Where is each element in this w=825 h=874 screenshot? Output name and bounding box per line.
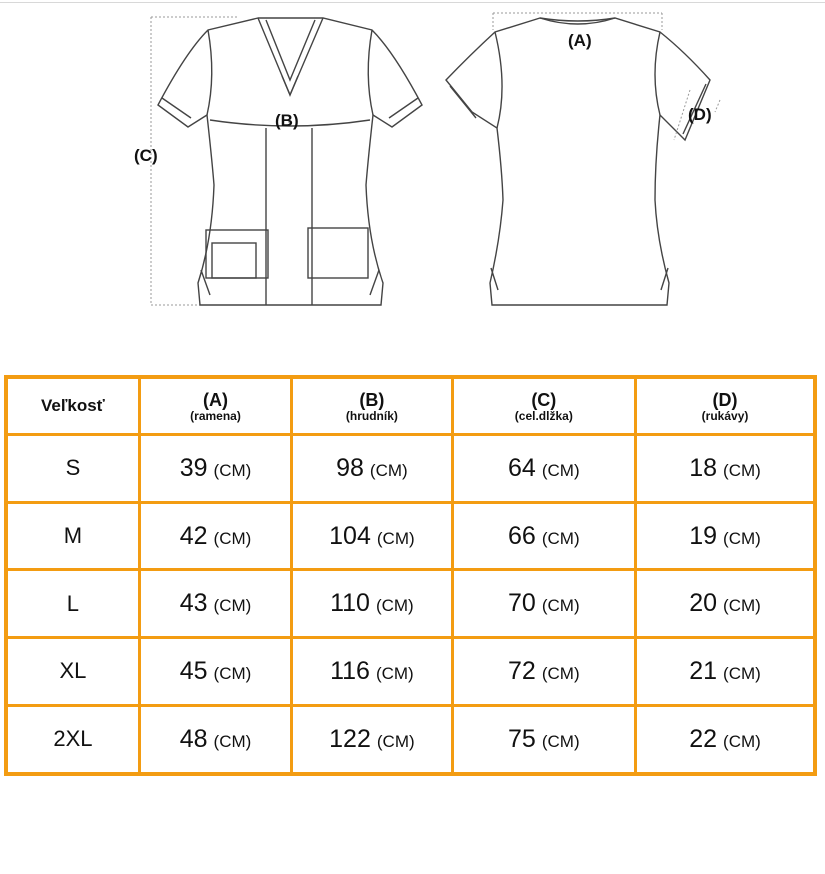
header-letter: (A) (203, 389, 229, 410)
value-cell (292, 638, 452, 706)
table-row (6, 638, 815, 706)
unit: (CM) (213, 528, 252, 548)
measure-label-b: (B) (275, 111, 299, 130)
value-cell (139, 705, 291, 774)
value-cell (292, 502, 452, 570)
value: 22 (689, 724, 718, 753)
value-cell (292, 435, 452, 503)
header-sub: (cel.dlžka) (514, 408, 573, 423)
header-sub: (rukávy) (701, 408, 749, 423)
table-row (6, 705, 815, 774)
value-cell (452, 705, 635, 774)
value: 20 (689, 589, 718, 618)
unit: (CM) (375, 663, 414, 683)
unit: (CM) (213, 460, 252, 480)
value: 116 (330, 656, 370, 685)
value-cell (139, 435, 291, 503)
header-size: Veľkosť (6, 377, 139, 435)
value-cell (139, 638, 291, 706)
unit: (CM) (723, 528, 761, 548)
value: 48 (179, 724, 208, 753)
header-col-c (452, 377, 635, 435)
value-cell (292, 570, 452, 638)
unit: (CM) (723, 663, 761, 683)
value-cell (636, 435, 815, 503)
value: 45 (179, 656, 208, 685)
unit: (CM) (541, 731, 580, 751)
measure-label-a: (A) (568, 31, 592, 50)
value: 21 (689, 656, 718, 685)
measure-label-d: (D) (688, 105, 712, 124)
unit: (CM) (369, 460, 408, 480)
value: 66 (508, 521, 536, 550)
value-cell (292, 705, 452, 774)
header-letter: (B) (359, 389, 385, 410)
value: 64 (508, 453, 536, 482)
value-cell (452, 638, 635, 706)
unit: (CM) (213, 663, 252, 683)
size-cell: L (6, 570, 139, 638)
size-cell: XL (6, 638, 139, 706)
size-cell: M (6, 502, 139, 570)
table-row (6, 435, 815, 503)
unit: (CM) (723, 596, 761, 616)
value: 104 (329, 521, 371, 550)
unit: (CM) (541, 596, 580, 616)
unit: (CM) (723, 460, 761, 480)
value-cell (139, 570, 291, 638)
size-cell: 2XL (6, 705, 139, 774)
value-cell (636, 570, 815, 638)
value-cell (452, 570, 635, 638)
table-row (6, 502, 815, 570)
value: 19 (689, 521, 718, 550)
value-cell (636, 502, 815, 570)
value-cell (139, 502, 291, 570)
value: 70 (508, 589, 536, 618)
unit: (CM) (376, 528, 415, 548)
header-sub: (ramena) (190, 408, 241, 423)
size-cell: S (6, 435, 139, 503)
value-cell (636, 705, 815, 774)
unit: (CM) (213, 731, 252, 751)
scrub-top-back-icon (446, 13, 720, 305)
value: 39 (179, 453, 208, 482)
table-row (6, 570, 815, 638)
unit: (CM) (376, 731, 415, 751)
unit: (CM) (541, 663, 580, 683)
unit: (CM) (723, 731, 761, 751)
garment-diagram (0, 0, 825, 330)
value-cell (452, 502, 635, 570)
unit: (CM) (541, 528, 580, 548)
header-col-a (139, 377, 291, 435)
value: 122 (329, 724, 371, 753)
value: 42 (179, 521, 208, 550)
value: 72 (508, 656, 536, 685)
value: 43 (179, 589, 208, 618)
unit: (CM) (375, 596, 414, 616)
value-cell (636, 638, 815, 706)
unit: (CM) (213, 596, 252, 616)
value: 18 (689, 453, 718, 482)
header-col-b (292, 377, 452, 435)
value-cell (452, 435, 635, 503)
size-chart-table (4, 375, 817, 776)
header-col-d (636, 377, 815, 435)
value: 75 (508, 724, 536, 753)
value: 98 (336, 453, 364, 482)
table-header-row (6, 377, 815, 435)
scrub-top-front-icon (151, 17, 422, 305)
measure-label-c: (C) (134, 146, 158, 165)
header-letter: (C) (531, 389, 557, 410)
unit: (CM) (541, 460, 580, 480)
value: 110 (330, 589, 370, 618)
header-letter: (D) (712, 389, 738, 410)
header-sub: (hrudník) (345, 408, 398, 423)
